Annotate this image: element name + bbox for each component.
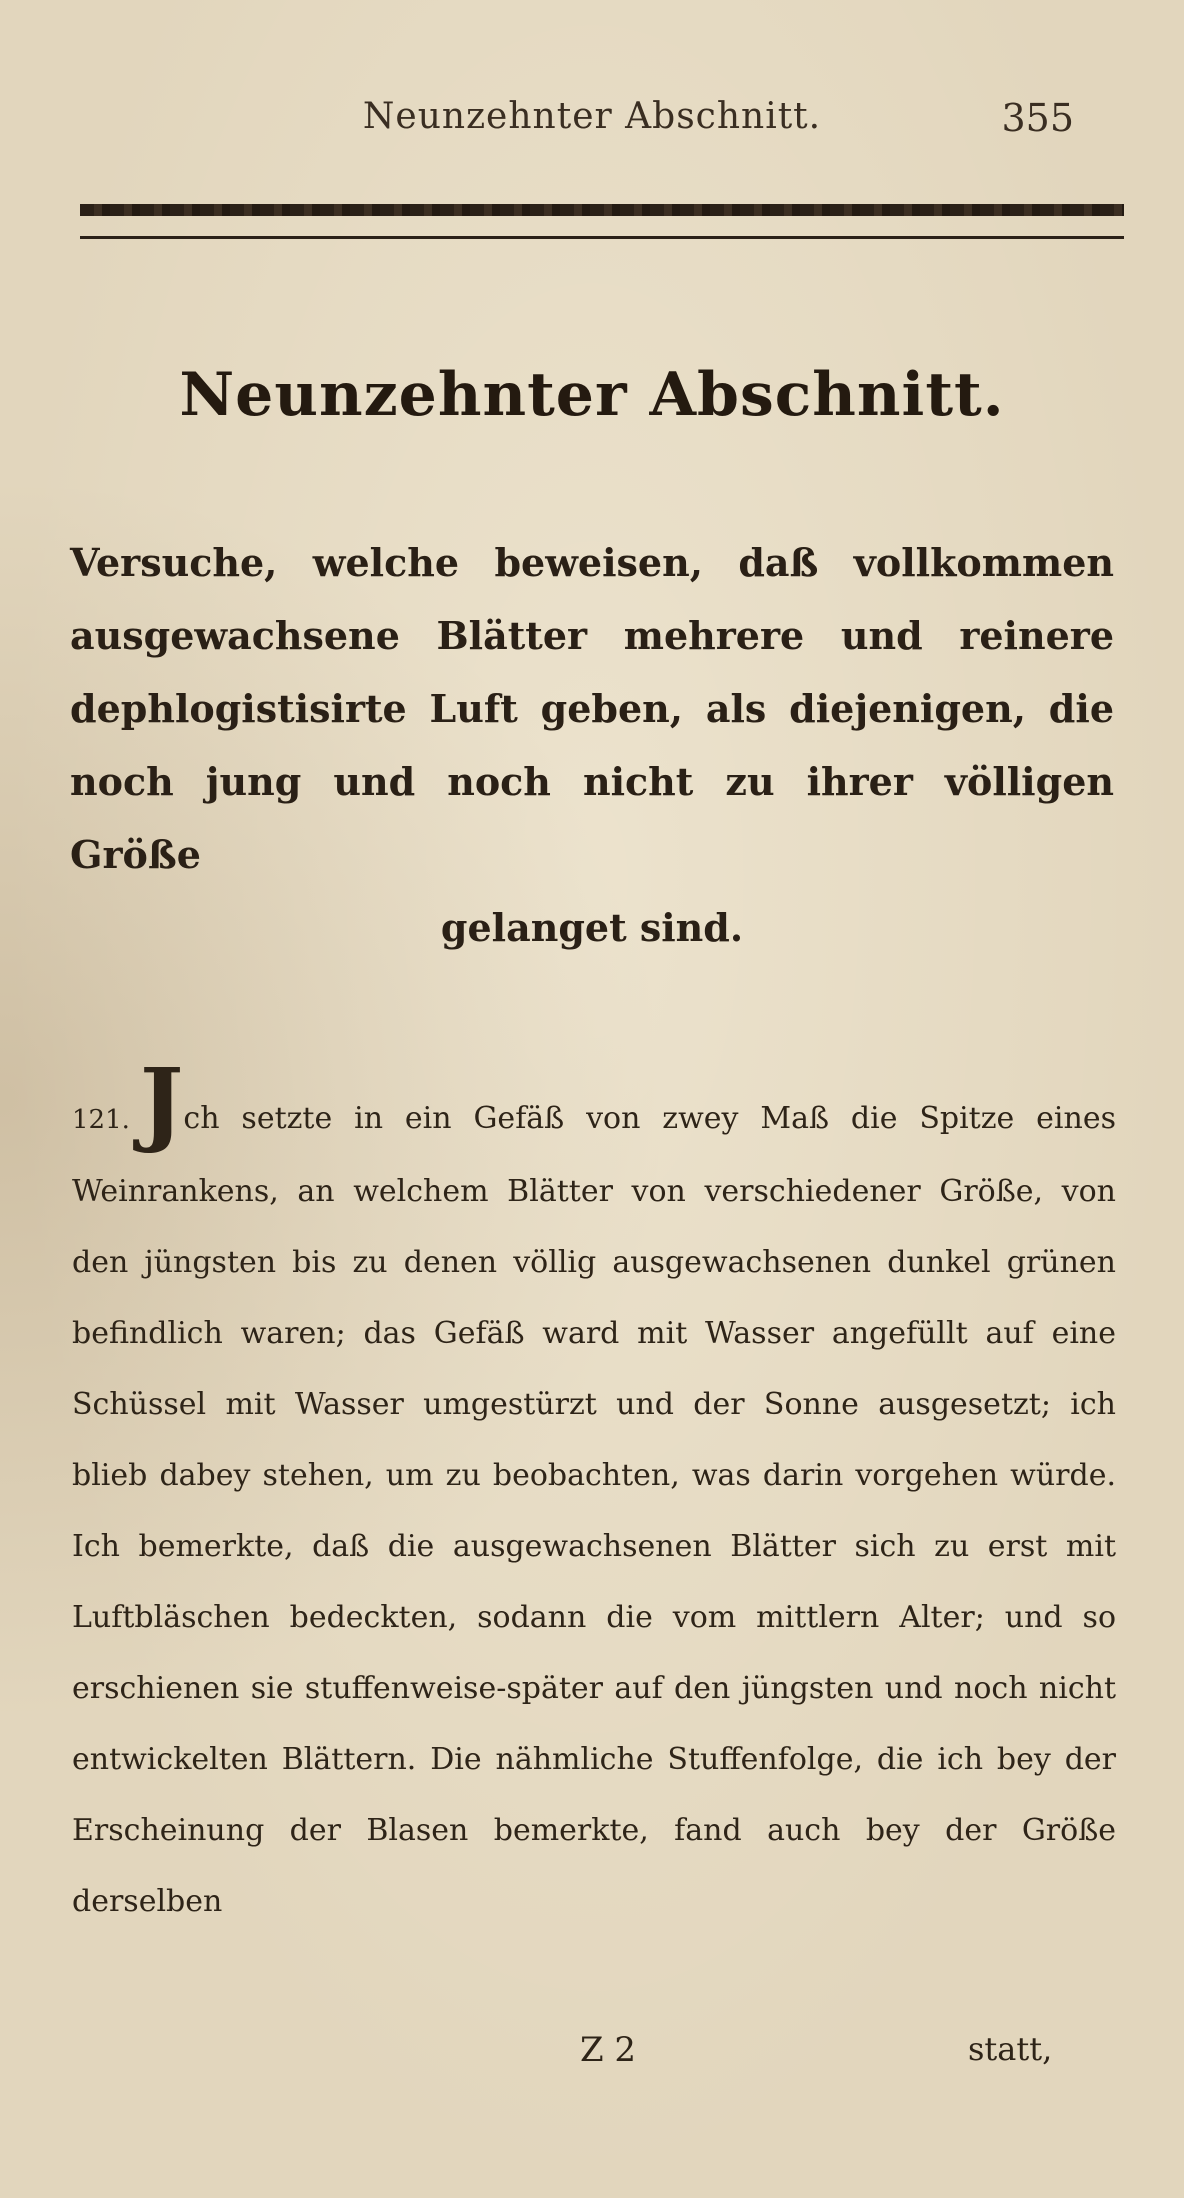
signature-mark: Z 2 xyxy=(580,2030,637,2070)
paragraph-text: ch setzte in ein Gefäß von zwey Maß die Spitze eines Weinrankens, an welchem Blätter von verschiedener Größe, von den jüngsten bis zu denen völlig ausgewachsenen dunkel grünen befindlich waren; das Gefäß ward mit Wasser angefüllt auf eine Schüssel mit Wasser umgestürzt und der Sonne ausgesetzt; ich blieb dabey stehen, um zu beobachten, was darin vorgehen würde. Ich bemerkte, daß die ausgewachsenen Blätter sich zu erst mit Luftbläschen bedeckten, sodann die vom mittlern Alter; und so erschienen sie stuffenweise-später auf den jüngsten und noch nicht entwickelten Blättern. Die nähmliche Stuffenfolge, die ich bey der Erscheinung der Blasen bemerkte, fand auch bey der Größe derselben xyxy=(72,1101,1116,1919)
body-text xyxy=(72,1048,1116,1937)
paragraph-number: 121. xyxy=(72,1105,130,1135)
running-head xyxy=(80,96,1104,156)
chapter-summary xyxy=(70,526,1114,964)
drop-cap: J xyxy=(139,1048,184,1156)
chapter-summary-last-line: gelanget sind. xyxy=(440,905,744,950)
ornamental-rule xyxy=(80,204,1124,216)
catchword: statt, xyxy=(968,2030,1053,2068)
page-number: 355 xyxy=(1001,96,1074,140)
page-footer xyxy=(0,2030,1184,2080)
thin-rule xyxy=(80,236,1124,239)
running-title: Neunzehnter Abschnitt. xyxy=(362,96,822,137)
chapter-title: Neunzehnter Abschnitt. xyxy=(179,360,1005,430)
chapter-summary-text: Versuche, welche beweisen, daß vollkommen ausgewachsene Blätter mehrere und reinere dephlogistisirte Luft geben, als diejenigen, die noch jung und noch nicht zu ihrer völligen Größe xyxy=(70,540,1114,877)
paragraph-121 xyxy=(72,1048,1116,1937)
